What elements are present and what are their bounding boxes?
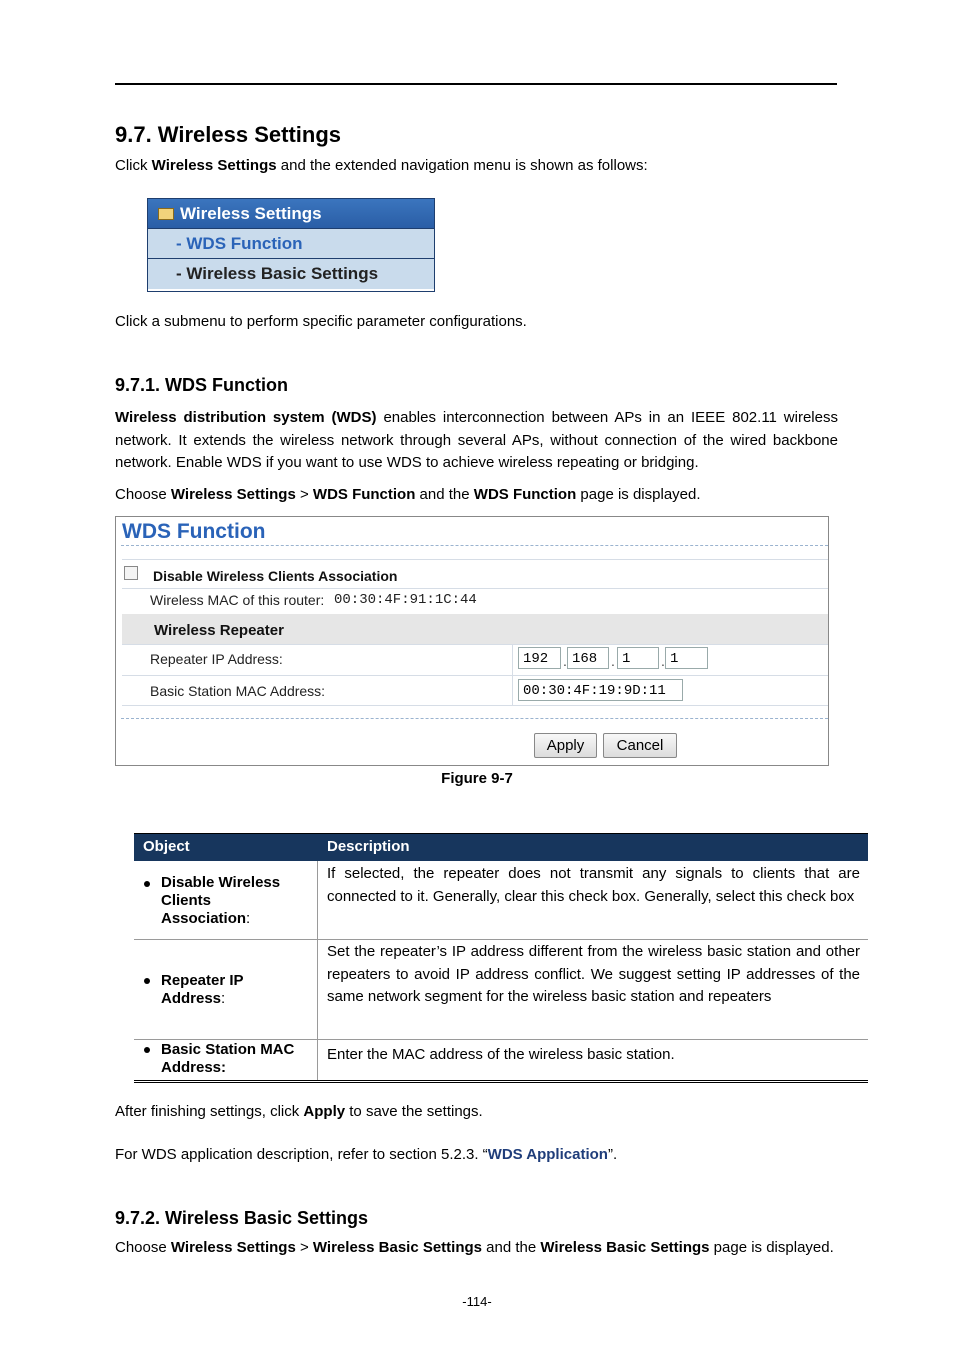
repeater-header: Wireless Repeater (154, 622, 284, 639)
basic-section-title: 9.7.2. Wireless Basic Settings (115, 1208, 368, 1228)
object-cell (134, 1040, 318, 1080)
disable-clients-checkbox[interactable] (124, 566, 138, 580)
object-cell (134, 940, 318, 1039)
object-line: Address (161, 990, 222, 1007)
ip-octet-2-input[interactable]: 168 (567, 647, 609, 669)
choose-text-1: Choose (115, 486, 171, 503)
object-line: Repeater IP (161, 972, 244, 989)
divider (122, 705, 828, 706)
intro-post: and the extended navigation menu is shown as follows: (276, 157, 648, 174)
header-object: Object (143, 838, 190, 855)
router-mac-label: Wireless MAC of this router: (150, 592, 325, 608)
table-row (134, 861, 868, 940)
refer-pre: For WDS application description, refer to section 5.2.3. “ (115, 1146, 488, 1163)
object-line: Clients (161, 892, 212, 909)
divider (121, 718, 828, 719)
description-cell: If selected, the repeater does not transmit any signals to clients that are connected to it. Generally, clear this check box. Generally, select this check box (327, 865, 860, 905)
ip-separator: . (611, 653, 615, 669)
object-line: Association (161, 910, 247, 927)
intro-bold: Wireless Settings (151, 157, 277, 174)
bullet-icon (144, 1047, 150, 1053)
choose-text-3: and the (415, 486, 474, 503)
header-rule (115, 83, 837, 85)
basic-text-1: Choose (115, 1239, 171, 1256)
figure-caption: Figure 9-7 (441, 770, 513, 787)
submenu-note: Click a submenu to perform specific parameter configurations. (115, 313, 527, 330)
bullet-icon (144, 978, 150, 984)
apply-button[interactable]: Apply (534, 733, 597, 758)
nav-menu-header[interactable] (148, 199, 434, 229)
folder-icon (158, 208, 174, 220)
object-line: Basic Station MAC (161, 1041, 295, 1058)
repeater-ip-label: Repeater IP Address: (150, 651, 283, 667)
basic-bold-3: Wireless Basic Settings (540, 1239, 710, 1256)
choose-text-2: > (295, 486, 313, 503)
description-cell: Set the repeater’s IP address different from the wireless basic station and other repeaters to avoid IP address conflict. We suggest setting IP addresses of the same network segment for the wireless basic station and repeaters (327, 943, 860, 1005)
wds-description (115, 407, 838, 475)
object-text (161, 1041, 294, 1077)
cancel-button[interactable]: Cancel (603, 733, 677, 758)
basic-choose-text (115, 1237, 838, 1260)
divider (122, 588, 828, 589)
after-bold: Apply (303, 1103, 346, 1120)
basic-text-3: and the (482, 1239, 541, 1256)
basic-text-4: page is displayed. (709, 1239, 834, 1256)
nav-item-wireless-basic-settings[interactable]: - Wireless Basic Settings (148, 259, 434, 289)
object-cell (134, 861, 318, 939)
panel-title: WDS Function (122, 520, 266, 543)
bullet-icon (144, 881, 150, 887)
router-mac-value: 00:30:4F:91:1C:44 (334, 592, 477, 608)
basic-bold-1: Wireless Settings (170, 1239, 296, 1256)
object-suffix: : (246, 910, 251, 927)
choose-text-4: page is displayed. (576, 486, 701, 503)
choose-bold-3: WDS Function (473, 486, 577, 503)
intro-pre: Click (115, 157, 152, 174)
description-cell: Enter the MAC address of the wireless basic station. (327, 1046, 675, 1063)
divider (122, 559, 828, 560)
basic-mac-input[interactable]: 00:30:4F:19:9D:11 (518, 679, 683, 701)
disable-clients-label: Disable Wireless Clients Association (153, 568, 398, 584)
wds-term: Wireless distribution system (WDS) (115, 409, 377, 426)
wds-choose-text (115, 484, 838, 507)
divider (121, 545, 828, 546)
divider (122, 644, 828, 645)
wds-function-panel (115, 516, 829, 766)
divider (122, 675, 828, 676)
refer-text (115, 1144, 838, 1167)
basic-mac-label: Basic Station MAC Address: (150, 683, 326, 699)
nav-menu (147, 198, 435, 292)
table-header (134, 833, 868, 861)
after-post: to save the settings. (345, 1103, 483, 1120)
table-row (134, 1040, 868, 1083)
object-line: Disable Wireless (161, 874, 281, 891)
ip-octet-1-input[interactable]: 192 (518, 647, 561, 669)
choose-bold-1: Wireless Settings (170, 486, 296, 503)
table-row (134, 940, 868, 1040)
ip-octet-4-input[interactable]: 1 (665, 647, 708, 669)
ip-separator: . (661, 653, 665, 669)
choose-bold-2: WDS Function (312, 486, 416, 503)
object-text (161, 874, 280, 928)
nav-menu-header-label: Wireless Settings (180, 203, 322, 223)
wds-description-rest: enables interconnection between APs in an IEEE 802.11 wireless network. It extends the wireless network through several APs, without connection of the wired backbone network. Enable WDS if you want to use WDS to achieve wireless repeating or bridging. (115, 409, 838, 471)
object-line: Address: (161, 1059, 227, 1076)
basic-text-2: > (295, 1239, 313, 1256)
header-description: Description (327, 838, 410, 855)
intro-text (115, 155, 838, 178)
nav-item-wds-function[interactable]: - WDS Function (148, 229, 434, 259)
wds-section-title: 9.7.1. WDS Function (115, 375, 289, 395)
after-settings-text (115, 1101, 838, 1124)
section-title: 9.7. Wireless Settings (115, 122, 342, 147)
page-number: -114- (462, 1294, 492, 1309)
object-text (161, 972, 244, 1008)
object-suffix: : (221, 990, 226, 1007)
description-table (134, 833, 868, 1083)
wds-application-link[interactable]: WDS Application (487, 1146, 608, 1163)
ip-separator: . (563, 653, 567, 669)
basic-bold-2: Wireless Basic Settings (312, 1239, 483, 1256)
after-pre: After finishing settings, click (115, 1103, 304, 1120)
refer-post: ”. (607, 1146, 618, 1163)
ip-octet-3-input[interactable]: 1 (617, 647, 659, 669)
